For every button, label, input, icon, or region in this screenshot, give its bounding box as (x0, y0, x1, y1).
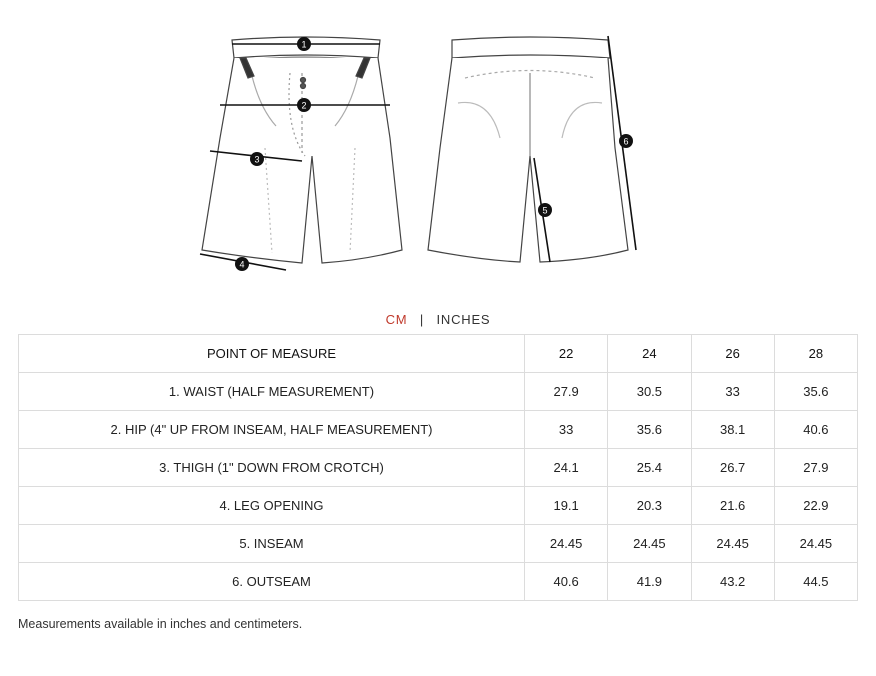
svg-text:4: 4 (239, 259, 245, 270)
shorts-measurement-diagram (190, 28, 690, 278)
unit-toggle (0, 312, 876, 327)
header-size-22: 22 (525, 335, 608, 373)
unit-inches-toggle[interactable]: INCHES (436, 312, 491, 327)
table-cell: 27.9 (774, 449, 857, 487)
header-size-28: 28 (774, 335, 857, 373)
table-row (19, 373, 858, 411)
unit-cm-toggle[interactable]: CM (385, 312, 408, 327)
table-cell: 40.6 (774, 411, 857, 449)
svg-text:2: 2 (301, 100, 307, 111)
table-row (19, 449, 858, 487)
measure-label: 3. THIGH (1" DOWN FROM CROTCH) (19, 449, 525, 487)
table-cell: 43.2 (691, 563, 774, 601)
table-cell: 38.1 (691, 411, 774, 449)
header-size-26: 26 (691, 335, 774, 373)
table-header-row (19, 335, 858, 373)
table-cell: 25.4 (608, 449, 691, 487)
table-cell: 33 (691, 373, 774, 411)
table-cell: 30.5 (608, 373, 691, 411)
measure-label: 5. INSEAM (19, 525, 525, 563)
header-point-of-measure: POINT OF MEASURE (19, 335, 525, 373)
table-cell: 27.9 (525, 373, 608, 411)
marker-3 (250, 152, 264, 166)
table-cell: 20.3 (608, 487, 691, 525)
shorts-front-view (202, 37, 402, 263)
table-row (19, 563, 858, 601)
table-row (19, 411, 858, 449)
marker-1 (297, 37, 311, 51)
table-cell: 33 (525, 411, 608, 449)
table-cell: 24.45 (608, 525, 691, 563)
table-cell: 24.1 (525, 449, 608, 487)
table-cell: 24.45 (525, 525, 608, 563)
svg-text:1: 1 (301, 39, 307, 50)
header-size-24: 24 (608, 335, 691, 373)
shorts-back-view (428, 37, 628, 262)
marker-4 (235, 257, 249, 271)
measure-label: 2. HIP (4" UP FROM INSEAM, HALF MEASUREMENT) (19, 411, 525, 449)
marker-2 (297, 98, 311, 112)
table-row (19, 525, 858, 563)
table-cell: 44.5 (774, 563, 857, 601)
table-cell: 21.6 (691, 487, 774, 525)
table-cell: 24.45 (774, 525, 857, 563)
table-cell: 40.6 (525, 563, 608, 601)
measure-label: 4. LEG OPENING (19, 487, 525, 525)
table-cell: 35.6 (608, 411, 691, 449)
table-cell: 24.45 (691, 525, 774, 563)
table-cell: 19.1 (525, 487, 608, 525)
measure-label: 6. OUTSEAM (19, 563, 525, 601)
table-cell: 22.9 (774, 487, 857, 525)
unit-separator: | (419, 312, 425, 327)
marker-5 (538, 203, 552, 217)
table-cell: 41.9 (608, 563, 691, 601)
table-row (19, 487, 858, 525)
svg-text:5: 5 (542, 205, 548, 216)
marker-6 (619, 134, 633, 148)
svg-text:3: 3 (254, 154, 260, 165)
svg-text:6: 6 (623, 136, 629, 147)
shorts-diagram-svg (190, 28, 690, 278)
table-cell: 35.6 (774, 373, 857, 411)
size-chart-table (18, 334, 858, 601)
table-cell: 26.7 (691, 449, 774, 487)
measure-label: 1. WAIST (HALF MEASUREMENT) (19, 373, 525, 411)
measurements-footnote: Measurements available in inches and centimeters. (18, 617, 303, 631)
